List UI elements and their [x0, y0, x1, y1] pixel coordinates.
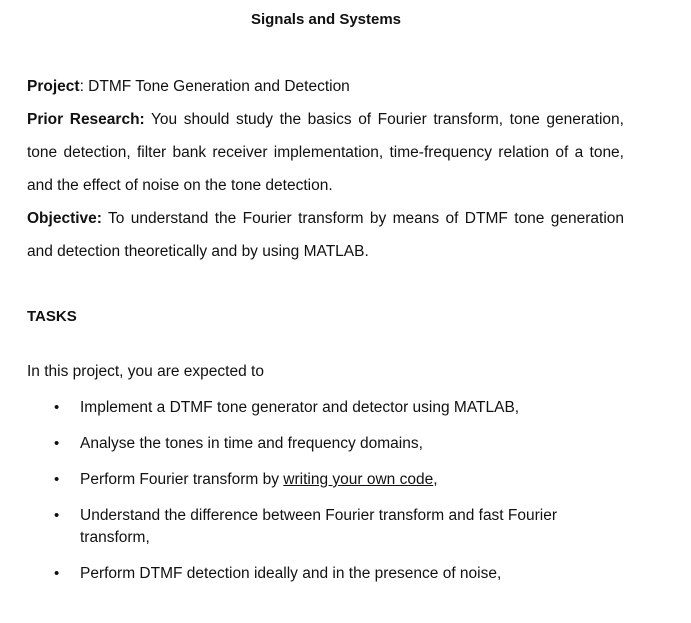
list-item-text: Perform DTMF detection ideally and in the presence of noise, [80, 565, 502, 582]
list-item-text: Understand the difference between Fourier transform and fast Fourier transform, [80, 507, 558, 546]
project-text: : DTMF Tone Generation and Detection [79, 78, 350, 95]
list-item [54, 433, 614, 455]
list-item [54, 469, 614, 491]
list-item-text: Implement a DTMF tone generator and detector using MATLAB, [80, 399, 520, 416]
list-item [54, 563, 614, 585]
prior-research-paragraph [27, 103, 624, 202]
objective-text: To understand the Fourier transform by means of DTMF tone generation and detection theoretically and by using MATLAB. [27, 210, 624, 260]
prior-research-label: Prior Research: [27, 111, 145, 128]
bullet-icon: • [54, 435, 60, 452]
prior-research-text: You should study the basics of Fourier transform, tone generation, tone detection, filter bank receiver implementation, time-frequency relation of a tone, and the effect of noise on the tone detection. [27, 111, 624, 194]
tasks-intro: In this project, you are expected to [27, 363, 264, 380]
list-item [54, 397, 614, 419]
project-label: Project [27, 78, 80, 95]
objective-label: Objective: [27, 210, 102, 227]
objective-paragraph [27, 202, 624, 268]
list-item [54, 505, 614, 549]
list-item-text [80, 469, 614, 491]
document-title: Signals and Systems [250, 11, 402, 28]
tasks-heading: TASKS [27, 308, 77, 325]
list-item-text-pre: Perform Fourier transform by [80, 471, 284, 488]
bullet-icon: • [54, 507, 60, 524]
underlined-phrase: writing your own code [283, 471, 434, 488]
bullet-icon: • [54, 399, 60, 416]
list-item-text-post: , [433, 471, 438, 488]
bullet-icon: • [54, 471, 60, 488]
project-line [27, 70, 624, 103]
list-item-text: Analyse the tones in time and frequency domains, [80, 435, 423, 452]
bullet-icon: • [54, 565, 60, 582]
